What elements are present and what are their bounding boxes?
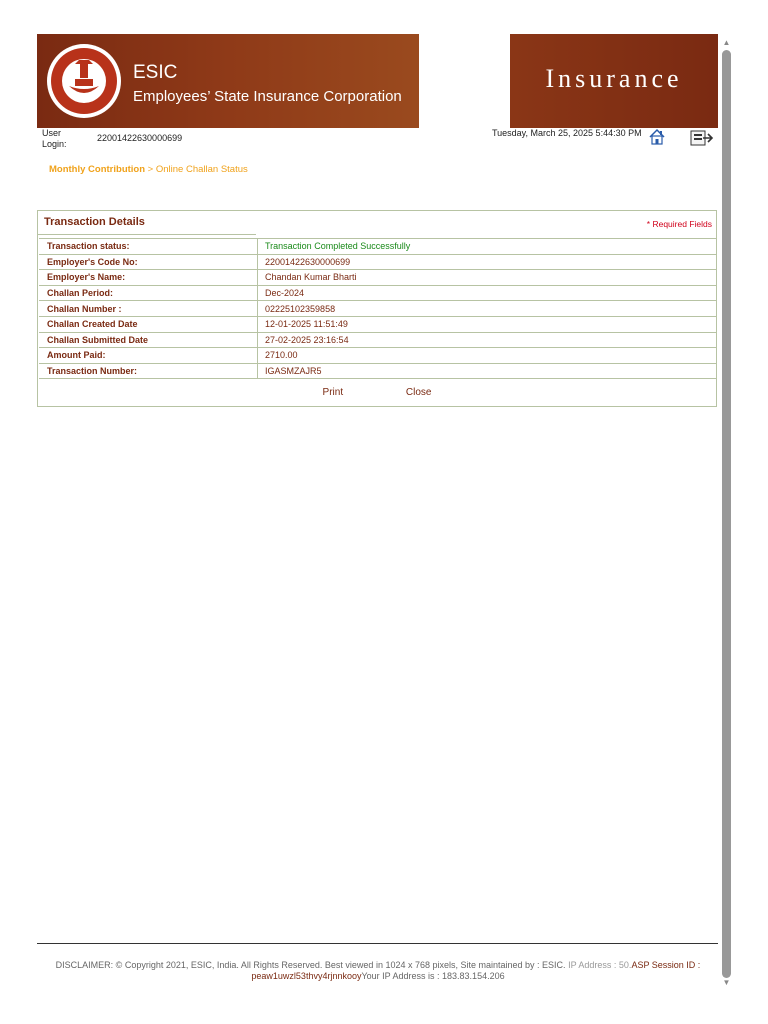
your-ip-address: Your IP Address is : 183.83.154.206 <box>361 971 505 981</box>
user-login-label-text: User Login: <box>42 128 67 149</box>
row-label: Challan Number : <box>39 301 258 317</box>
ip-address-label: IP Address : 50. <box>565 960 632 970</box>
close-button[interactable]: Close <box>405 387 432 398</box>
org-short-name: ESIC <box>133 62 178 83</box>
print-button[interactable]: Print <box>322 387 344 398</box>
row-label: Employer's Name: <box>39 270 258 286</box>
vertical-scrollbar[interactable] <box>721 38 732 988</box>
breadcrumb-monthly-contribution[interactable]: Monthly Contribution <box>49 164 146 175</box>
footer-divider <box>37 943 718 944</box>
logout-icon[interactable] <box>690 130 714 146</box>
transaction-details-panel <box>37 210 717 407</box>
table-row <box>39 270 716 286</box>
header-banner-right <box>510 34 718 128</box>
row-value: 2710.00 <box>258 348 717 364</box>
table-row <box>39 301 716 317</box>
table-row <box>39 254 716 270</box>
row-value: 12-01-2025 11:51:49 <box>258 316 717 332</box>
footer-disclaimer <box>37 960 719 982</box>
breadcrumb <box>49 164 248 175</box>
table-row <box>39 285 716 301</box>
user-login-label <box>42 128 76 150</box>
banner-insurance-text: Insurance <box>545 64 683 93</box>
row-label: Transaction status: <box>39 239 258 255</box>
panel-title-divider <box>38 234 256 235</box>
row-label: Challan Period: <box>39 285 258 301</box>
required-fields-note: * Required Fields <box>646 219 712 229</box>
current-datetime: Tuesday, March 25, 2025 5:44:30 PM <box>492 128 642 138</box>
row-value: Transaction Completed Successfully <box>258 239 717 255</box>
row-label: Employer's Code No: <box>39 254 258 270</box>
row-label: Challan Submitted Date <box>39 332 258 348</box>
table-row <box>39 332 716 348</box>
row-value: 27-02-2025 23:16:54 <box>258 332 717 348</box>
disclaimer-text: DISCLAIMER: © Copyright 2021, ESIC, India. All Rights Reserved. Best viewed in 1024 x 768 pixels, Site maintained by : ESIC. <box>55 960 566 970</box>
esic-logo-icon <box>45 42 123 120</box>
breadcrumb-online-challan-status: Online Challan Status <box>155 164 248 175</box>
header-banner-left <box>37 34 419 128</box>
table-row <box>39 348 716 364</box>
org-full-name: Employees’ State Insurance Corporation <box>133 88 402 105</box>
row-value: 02225102359858 <box>258 301 717 317</box>
row-label: Amount Paid: <box>39 348 258 364</box>
panel-actions <box>38 387 716 398</box>
scroll-up-arrow-icon[interactable]: ▲ <box>722 38 731 47</box>
row-value: IGASMZAJR5 <box>258 363 717 379</box>
user-login-value: 22001422630000699 <box>97 133 183 143</box>
row-value: Chandan Kumar Bharti <box>258 270 717 286</box>
row-value: Dec-2024 <box>258 285 717 301</box>
transaction-details-table <box>39 238 716 379</box>
table-row <box>39 363 716 379</box>
session-id: ASP Session ID : peaw1uwzl53thvy4rjnnkooy <box>251 960 701 981</box>
home-icon[interactable] <box>648 128 666 146</box>
table-row <box>39 316 716 332</box>
row-label: Challan Created Date <box>39 316 258 332</box>
row-value: 22001422630000699 <box>258 254 717 270</box>
table-row <box>39 239 716 255</box>
scrollbar-thumb[interactable] <box>722 50 731 978</box>
breadcrumb-separator: > <box>147 164 154 175</box>
scroll-down-arrow-icon[interactable]: ▼ <box>722 978 731 987</box>
panel-title: Transaction Details <box>44 216 145 228</box>
row-label: Transaction Number: <box>39 363 258 379</box>
